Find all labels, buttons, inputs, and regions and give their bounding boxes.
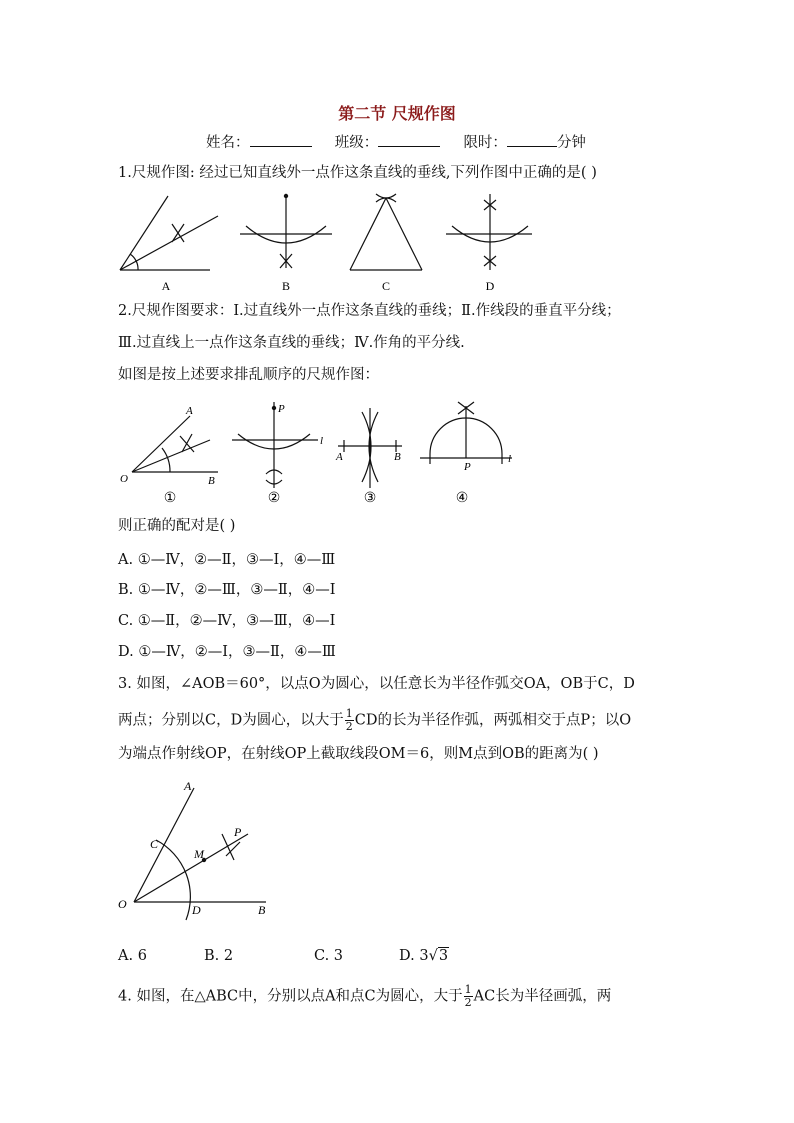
q1-text: 1.尺规作图: 经过已知直线外一点作这条直线的垂线,下列作图中正确的是( ) (118, 165, 597, 181)
q2-fig1-label-o: O (120, 473, 128, 485)
sqrt-sign: √ (428, 948, 438, 964)
q2-fig2-label-l: l (320, 435, 324, 447)
q3-line3: 为端点作射线OP，在射线OP上截取线段OM＝6，则M点到OB的距离为( ) (118, 746, 599, 762)
q2-fig4-label-l: l (508, 453, 512, 465)
student-info-line (206, 131, 586, 152)
name-label: 姓名： (206, 135, 250, 151)
q3-option-b: B. 2 (204, 948, 234, 964)
time-label: 限时： (463, 135, 507, 151)
q3-line1: 3. 如图，∠AOB＝60°，以点O为圆心，以任意长为半径作弧交OA，OB于C，D (118, 676, 635, 692)
q2-fig1-label-b: B (208, 475, 215, 487)
q2-fig-num-4: ④ (455, 491, 469, 506)
q4-line1 (118, 984, 611, 1009)
q2-fig-num-1: ① (163, 491, 177, 506)
q3-option-d (399, 946, 449, 966)
q3-line2-start: 两点；分别以C，D为圆心，以大于 (118, 712, 344, 729)
time-blank[interactable] (507, 132, 557, 147)
page-title: 第二节 尺规作图 (338, 104, 456, 123)
sqrt-argument: 3 (438, 948, 449, 964)
q1-label-c: C (381, 279, 391, 293)
q2-option-b: B. ①—Ⅳ，②—Ⅲ，③—Ⅱ，④—Ⅰ (118, 582, 336, 598)
q3-figure (116, 776, 276, 922)
q4-line1-end: AC长为半径画弧，两 (473, 988, 612, 1005)
q1-label-b: B (281, 279, 291, 293)
q3-option-c: C. 3 (314, 948, 344, 964)
q3-label-c: C (150, 837, 159, 851)
q2-option-a: A. ①—Ⅳ，②—Ⅱ，③—Ⅰ，④—Ⅲ (118, 552, 336, 568)
class-blank[interactable] (378, 132, 440, 147)
q2-fig3-label-a: A (336, 451, 343, 463)
q1-figures (110, 188, 550, 296)
q3-label-p: P (234, 825, 242, 839)
q2-fig-num-3: ③ (363, 491, 377, 506)
q2-fig-num-2: ② (267, 491, 281, 506)
q3-line2-end: CD的长为半径作弧，两弧相交于点P；以O (354, 712, 632, 729)
q4-frac-denominator: 2 (464, 996, 472, 1009)
q3-label-b: B (258, 903, 266, 917)
name-blank[interactable] (250, 132, 312, 147)
q4-frac-numerator: 1 (464, 983, 472, 996)
q3-option-a: A. 6 (118, 948, 147, 964)
q3-label-d: D (192, 903, 201, 917)
q2-fig1-label-a: A (186, 405, 193, 417)
q3-frac-numerator: 1 (345, 707, 353, 720)
q2-line3: 如图是按上述要求排乱顺序的尺规作图： (118, 367, 379, 383)
q3-label-m: M (194, 847, 204, 861)
q3-fraction (345, 708, 354, 733)
q3-option-d-text: D. 3 (399, 948, 429, 964)
q2-fig4-label-p: P (464, 461, 471, 473)
q2-option-d: D. ①—Ⅳ，②—Ⅰ，③—Ⅱ，④—Ⅲ (118, 644, 336, 660)
q1-label-d: D (485, 279, 495, 293)
q4-fraction (464, 984, 473, 1009)
q2-figures (116, 396, 526, 508)
q1-label-a: A (161, 279, 171, 293)
q2-ask: 则正确的配对是( ) (118, 518, 236, 534)
q3-line2 (118, 708, 631, 733)
q2-fig3-label-b: B (394, 451, 401, 463)
time-unit: 分钟 (556, 135, 586, 151)
q2-line1: 2.尺规作图要求：Ⅰ.过直线外一点作这条直线的垂线；Ⅱ.作线段的垂直平分线； (118, 303, 621, 319)
q4-line1-start: 4. 如图，在△ABC中，分别以点A和点C为圆心，大于 (118, 988, 463, 1005)
q3-label-o: O (118, 897, 127, 911)
class-label: 班级： (334, 135, 379, 151)
q3-frac-denominator: 2 (345, 720, 353, 733)
q2-line2: Ⅲ.过直线上一点作这条直线的垂线；Ⅳ.作角的平分线. (118, 335, 465, 351)
q2-option-c: C. ①—Ⅱ，②—Ⅳ，③—Ⅲ，④—Ⅰ (118, 613, 336, 629)
q2-fig2-label-p: P (278, 403, 285, 415)
q3-label-a: A (184, 779, 192, 793)
